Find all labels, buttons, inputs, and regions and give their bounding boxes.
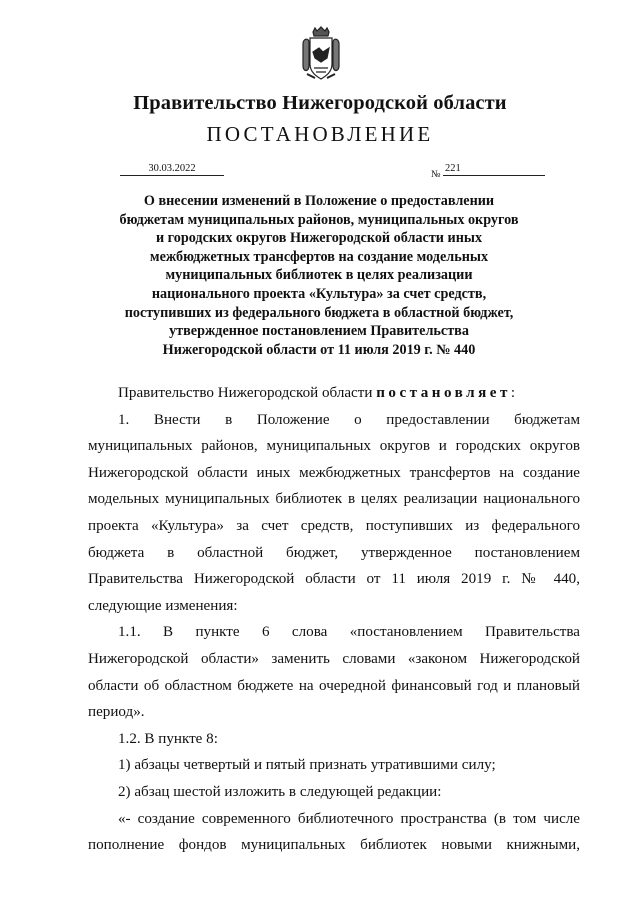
body-line: модельных муниципальных библиотек в целях реализации национального xyxy=(88,491,580,508)
decree-date: 30.03.2022 xyxy=(120,163,224,176)
title-line: бюджетам муниципальных районов, муниципальных округов xyxy=(119,211,519,228)
body-line: муниципальных районов, муниципальных округов и городских округов xyxy=(88,438,580,455)
body-line: Правительства Нижегородской области от 11 июля 2019 г. № 440, xyxy=(88,571,580,588)
decree-number: 221 xyxy=(443,163,545,176)
body-line: 1.2. В пункте 8: xyxy=(118,730,218,747)
decree-body xyxy=(88,380,580,859)
body-line: области об областном бюджете на очередной финансовый год и плановый xyxy=(88,677,580,694)
decree-title xyxy=(88,192,550,359)
body-line: Нижегородской области иных межбюджетных трансфертов на создание xyxy=(88,464,580,481)
title-line: утвержденное постановлением Правительства xyxy=(169,323,469,340)
body-line: бюджета в областной бюджет, утвержденное постановлением xyxy=(88,544,580,561)
intro-suffix: : xyxy=(510,385,516,401)
intro-keyword: постановляет xyxy=(376,385,511,401)
title-line: муниципальных библиотек в целях реализации xyxy=(165,267,473,284)
intro-paragraph xyxy=(88,380,580,407)
title-line: и городских округов Нижегородской области иных xyxy=(155,230,483,247)
title-line: поступивших из федерального бюджета в областной бюджет, xyxy=(124,304,514,321)
body-line: следующие изменения: xyxy=(88,597,238,614)
document-type: ПОСТАНОВЛЕНИЕ xyxy=(206,122,434,146)
government-name: Правительство Нижегородской области xyxy=(133,92,507,114)
body-line: 1. Внести в Положение о предоставлении бюджетам xyxy=(118,411,580,428)
body-line: 1.1. В пункте 6 слова «постановлением Правительства xyxy=(118,624,580,641)
title-line: межбюджетных трансфертов на создание модельных xyxy=(149,248,489,265)
number-label: № xyxy=(431,169,441,180)
body-line: 2) абзац шестой изложить в следующей редакции: xyxy=(118,783,442,800)
intro-prefix: Правительство Нижегородской области xyxy=(118,385,377,401)
coat-of-arms-icon xyxy=(301,26,341,82)
body-line: период». xyxy=(88,704,145,721)
body-line: пополнение фондов муниципальных библиотек новыми книжными, xyxy=(88,837,580,854)
title-line: О внесении изменений в Положение о предоставлении xyxy=(143,193,495,209)
body-line: Нижегородской области» заменить словами «законом Нижегородской xyxy=(88,650,580,667)
body-line: проекта «Культура» за счет средств, поступивших из федерального xyxy=(88,517,580,534)
title-line: национального проекта «Культура» за счет средств, xyxy=(151,285,487,302)
title-line: Нижегородской области от 11 июля 2019 г. № 440 xyxy=(162,341,476,358)
body-line: 1) абзацы четвертый и пятый признать утратившими силу; xyxy=(118,757,496,774)
body-line: «- создание современного библиотечного пространства (в том числе xyxy=(118,810,580,827)
